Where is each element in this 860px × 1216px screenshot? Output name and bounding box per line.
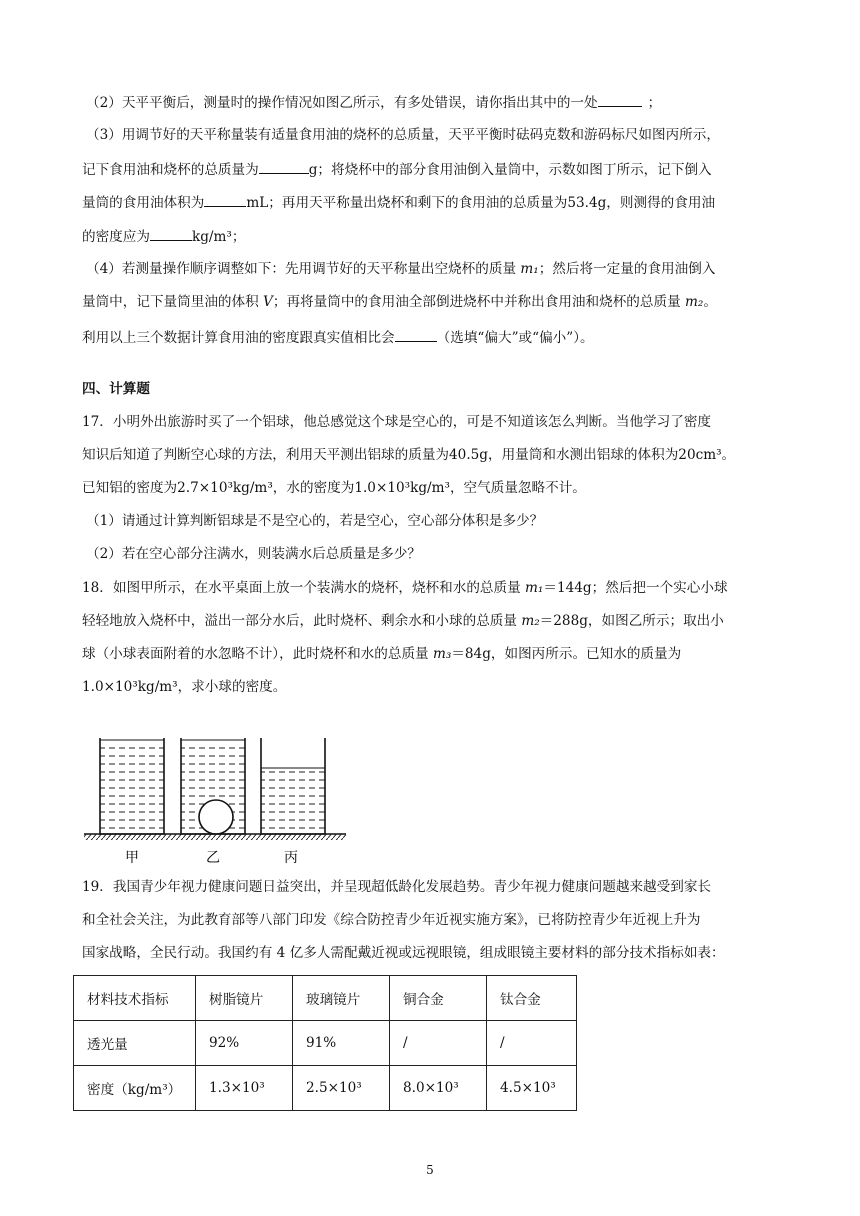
table-header-cell: 钛合金 (487, 976, 577, 1021)
table-cell: 透光量 (74, 1021, 196, 1066)
table-header-cell: 玻璃镜片 (293, 976, 390, 1021)
beakers-figure (78, 736, 358, 870)
q16-part4-line1: （4）若测量操作顺序调整如下：先用调节好的天平称量出空烧杯的质量 m₁；然后将一定量的食用油倒入 (86, 261, 716, 277)
q17-line1: 17．小明外出旅游时买了一个铝球，他总感觉这个球是空心的，可是不知道该怎么判断。当他学习了密度 (82, 414, 712, 430)
beaker-bing (261, 738, 325, 834)
table-row (74, 1066, 577, 1111)
beaker-yi (181, 738, 245, 834)
answer-blank[interactable] (598, 92, 642, 107)
figure-label-jia: 甲 (125, 850, 139, 866)
q18-line2: 轻轻地放入烧杯中，溢出一部分水后，此时烧杯、剩余水和小球的总质量 m₂＝288g，如图乙所示；取出小 (82, 613, 724, 629)
answer-blank[interactable] (259, 159, 309, 174)
q16-part3-line3: 量筒的食用油体积为 mL；再用天平称量出烧杯和剩下的食用油的总质量为53.4g，则测得的食用油 (82, 192, 715, 212)
q18-line3: 球（小球表面附着的水忽略不计），此时烧杯和水的总质量 m₃＝84g，如图丙所示。已知水的质量为 (82, 646, 682, 662)
q17-line2: 知识后知道了判断空心球的方法，利用天平测出铝球的质量为40.5g，用量筒和水测出铝球的体积为20cm³。 (82, 447, 736, 463)
q17-sub1: （1）请通过计算判断铝球是不是空心的，若是空心，空心部分体积是多少？ (86, 513, 544, 529)
q19-line2: 和全社会关注，为此教育部等八部门印发《综合防控青少年近视实施方案》，已将防控青少年近视上升为 (82, 912, 701, 928)
table-header-row (74, 976, 577, 1021)
table-cell: 91% (293, 1021, 390, 1066)
q16-part4-line2: 量筒中，记下量筒里油的体积 V；再将量筒中的食用油全部倒进烧杯中并称出食用油和烧杯的总质量 m₂。 (82, 294, 717, 310)
answer-blank[interactable] (204, 192, 246, 207)
table-surface (84, 834, 346, 840)
q16-part3-line4: 的密度应为 kg/m³； (82, 226, 245, 246)
table-row (74, 1021, 577, 1066)
q17-sub2: （2）若在空心部分注满水，则装满水后总质量是多少？ (86, 546, 421, 562)
table-cell: 4.5×10³ (487, 1066, 577, 1111)
table-header-cell: 树脂镜片 (196, 976, 293, 1021)
table-cell: / (487, 1021, 577, 1066)
table-cell: 1.3×10³ (196, 1066, 293, 1111)
table-cell: 密度（kg/m³） (74, 1066, 196, 1111)
table-cell: 2.5×10³ (293, 1066, 390, 1111)
q19-line1: 19．我国青少年视力健康问题日益突出，并呈现超低龄化发展趋势。青少年视力健康问题越来越受到家长 (82, 879, 712, 895)
q16-part3-line1: （3）用调节好的天平称量装有适量食用油的烧杯的总质量，天平平衡时砝码克数和游码标尺如图丙所示， (86, 127, 720, 143)
q19-line3: 国家战略，全民行动。我国约有 4 亿多人需配戴近视或远视眼镜，组成眼镜主要材料的部分技术指标如表： (82, 945, 725, 961)
table-cell: / (390, 1021, 487, 1066)
materials-table (73, 975, 577, 1111)
q18-line1: 18．如图甲所示，在水平桌面上放一个装满水的烧杯，烧杯和水的总质量 m₁＝144g；然后把一个实心小球 (82, 580, 728, 596)
figure-label-yi: 乙 (206, 850, 220, 866)
table-header-cell: 材料技术指标 (74, 976, 196, 1021)
q16-part2: （2）天平平衡后，测量时的操作情况如图乙所示，有多处错误，请你指出其中的一处 ； (86, 92, 661, 112)
q18-line4: 1.0×10³kg/m³，求小球的密度。 (82, 679, 287, 695)
table-cell: 92% (196, 1021, 293, 1066)
ball (199, 800, 233, 834)
table-cell: 8.0×10³ (390, 1066, 487, 1111)
q17-line3: 已知铝的密度为2.7×10³kg/m³，水的密度为1.0×10³kg/m³，空气质量忽略不计。 (82, 480, 586, 496)
figure-label-bing: 丙 (284, 850, 298, 866)
answer-blank[interactable] (395, 327, 437, 342)
q16-part3-line2: 记下食用油和烧杯的总质量为 g；将烧杯中的部分食用油倒入量筒中，示数如图丁所示，记下倒入 (82, 159, 712, 179)
page-number: 5 (426, 1163, 434, 1177)
answer-blank[interactable] (150, 226, 192, 241)
section-heading: 四、计算题 (82, 381, 150, 397)
q16-part4-line3: 利用以上三个数据计算食用油的密度跟真实值相比会 （选填“偏大”或“偏小”）。 (82, 327, 594, 347)
beaker-jia (100, 738, 164, 834)
table-header-cell: 铜合金 (390, 976, 487, 1021)
